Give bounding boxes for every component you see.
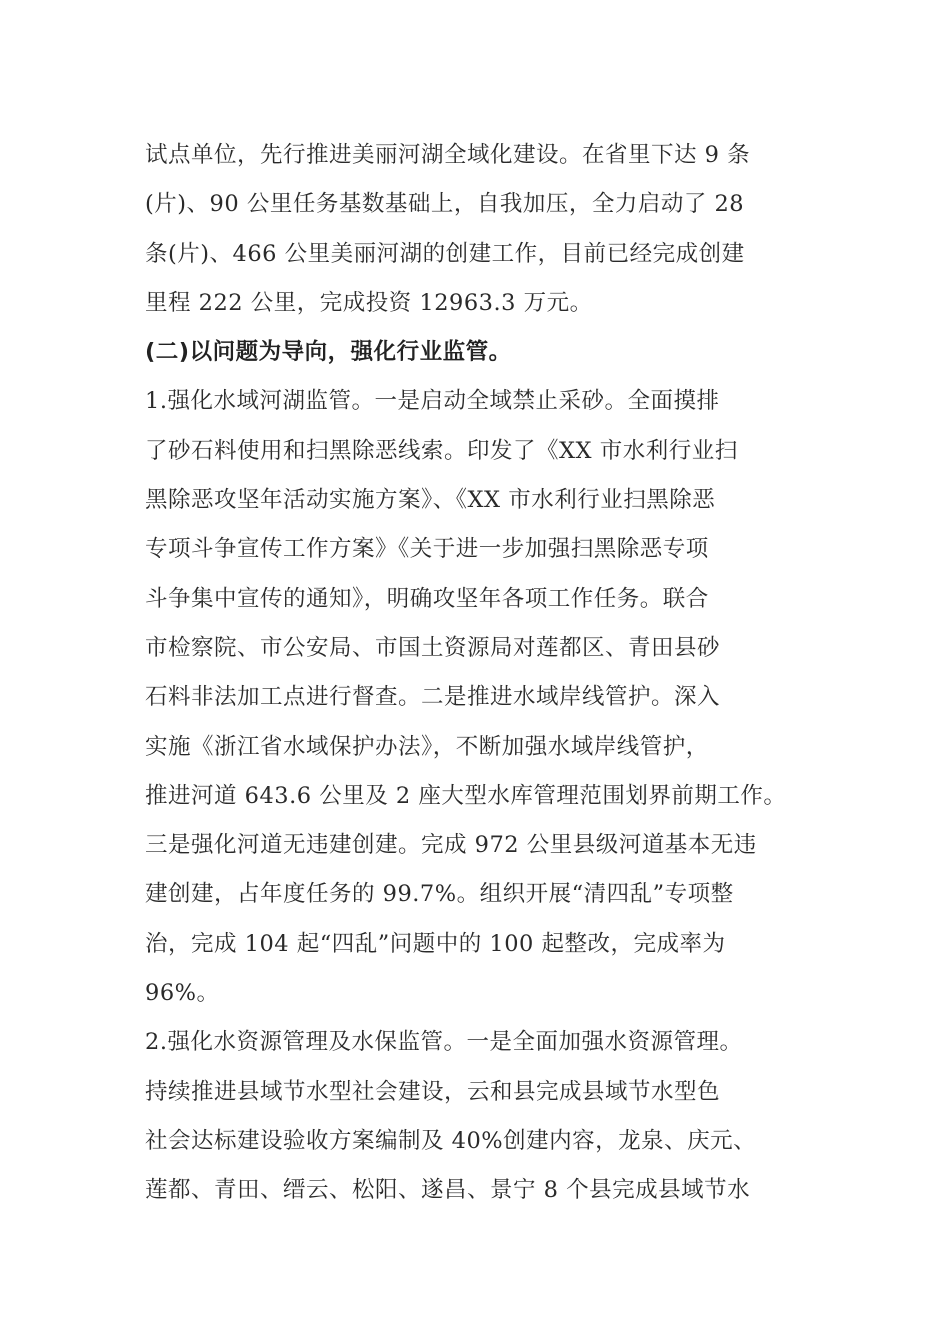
document-body (145, 131, 825, 1216)
paragraph-line: 实施《浙江省水域保护办法》，不断加强水域岸线管护， (145, 733, 709, 760)
paragraph-line: 1.强化水域河湖监管。一是启动全域禁止采砂。全面摸排 (145, 388, 720, 415)
paragraph-line: 社会达标建设验收方案编制及 40%创建内容，龙泉、庆元、 (145, 1127, 757, 1154)
paragraph-line: 莲都、青田、缙云、松阳、遂昌、景宁 8 个县完成县域节水 (145, 1177, 751, 1204)
section-heading: (二)以问题为导向，强化行业监管。 (145, 339, 512, 366)
paragraph-line: 条(片)、466 公里美丽河湖的创建工作，目前已经完成创建 (145, 240, 745, 267)
paragraph-line: 了砂石料使用和扫黑除恶线索。印发了《XX 市水利行业扫 (145, 437, 738, 464)
paragraph-line: 斗争集中宣传的通知》，明确攻坚年各项工作任务。联合 (145, 585, 709, 612)
paragraph-line: 治，完成 104 起“四乱”问题中的 100 起整改，完成率为 (145, 930, 726, 957)
paragraph-line: 三是强化河道无违建创建。完成 972 公里县级河道基本无违 (145, 832, 757, 859)
paragraph-line: 建创建，占年度任务的 99.7%。组织开展“清四乱”专项整 (145, 881, 734, 908)
paragraph-line: 持续推进县域节水型社会建设，云和县完成县域节水型色 (145, 1078, 721, 1105)
paragraph-line: 黑除恶攻坚年活动实施方案》、《XX 市水利行业扫黑除恶 (145, 487, 716, 514)
paragraph-line: 2.强化水资源管理及水保监管。一是全面加强水资源管理。 (145, 1029, 743, 1056)
paragraph-line: 市检察院、市公安局、市国土资源局对莲都区、青田县砂 (145, 634, 721, 661)
paragraph-line: (片)、90 公里任务基数基础上，自我加压，全力启动了 28 (145, 191, 745, 218)
paragraph-line: 试点单位，先行推进美丽河湖全域化建设。在省里下达 9 条 (145, 142, 751, 168)
paragraph-line: 专项斗争宣传工作方案》《关于进一步加强扫黑除恶专项 (145, 536, 709, 563)
paragraph-line: 石料非法加工点进行督查。二是推进水域岸线管护。深入 (145, 684, 721, 711)
paragraph-line: 推进河道 643.6 公里及 2 座大型水库管理范围划界前期工作。 (145, 782, 787, 809)
paragraph-line: 96%。 (145, 980, 220, 1007)
paragraph-line: 里程 222 公里，完成投资 12963.3 万元。 (145, 289, 593, 316)
